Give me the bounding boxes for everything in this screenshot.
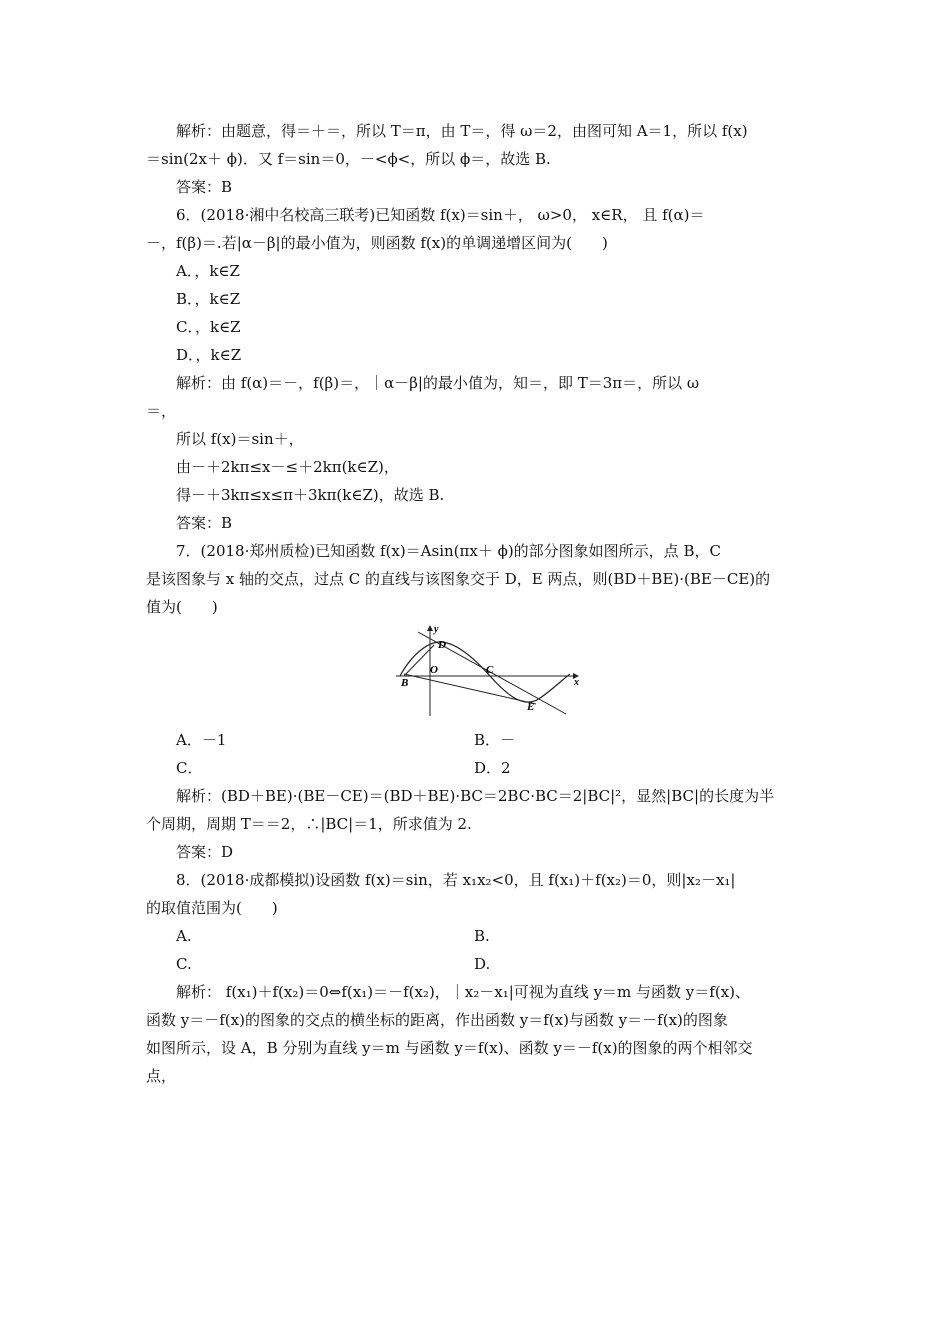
q7-stem-line-2: 是该图象与 x 轴的交点，过点 C 的直线与该图象交于 D，E 两点，则(BD＋BE)·(BE－CE)的 (146, 570, 771, 588)
q7-solution-line-2: 个周期，周期 T＝＝2，∴|BC|＝1，所求值为 2. (146, 815, 472, 833)
q8-stem-line-1: 8．(2018·成都模拟)设函数 f(x)＝sin，若 x₁x₂<0，且 f(x₁)＋f(x₂)＝0，则|x₂－x₁| (176, 871, 736, 889)
label-x: x (574, 677, 579, 688)
q6-stem-line-1: 6．(2018·湘中名校高三联考)已知函数 f(x)＝sin＋， ω>0， x∈R， 且 f(α)＝ (176, 206, 705, 224)
label-y: y (434, 624, 439, 635)
q7-option-d: D．2 (474, 759, 511, 777)
q8-option-c: C. (176, 955, 192, 973)
label-d: D (438, 639, 446, 651)
q5-solution-line-2: ＝sin(2x＋ ϕ)．又 f＝sin＝0，－<ϕ<，所以 ϕ＝，故选 B. (146, 150, 551, 168)
q7-stem-line-1: 7．(2018·郑州质检)已知函数 f(x)＝Asin(πx＋ ϕ)的部分图象如图所示，点 B，C (176, 542, 721, 560)
q8-option-d: D. (474, 955, 491, 973)
q6-option-b: B．，k∈Z (176, 290, 241, 308)
q6-option-a: A．，k∈Z (176, 262, 240, 280)
label-b: B (401, 677, 409, 689)
sine-curve (400, 642, 570, 702)
q5-answer: 答案：B (176, 178, 233, 196)
q6-option-d: D．，k∈Z (176, 346, 242, 364)
q8-option-b: B. (474, 927, 490, 945)
q6-option-c: C．，k∈Z (176, 318, 241, 336)
q6-solution-line-5: 得－＋3kπ≤x≤π＋3kπ(k∈Z)，故选 B. (176, 486, 445, 504)
q7-option-a: A．－1 (176, 731, 227, 749)
q6-solution-line-2: ＝， (146, 402, 177, 420)
q6-solution-line-1: 解析：由 f(α)＝－，f(β)＝，｜α－β|的最小值为，知＝，即 T＝3π＝，所以 ω (176, 374, 700, 392)
q7-option-b: B．－ (474, 731, 516, 749)
q7-stem-line-3: 值为( ) (146, 598, 218, 616)
label-c: C (486, 664, 494, 676)
q8-solution-line-3: 如图所示，设 A，B 分别为直线 y＝m 与函数 y＝f(x)、函数 y＝－f(x)的图象的两个相邻交 (146, 1039, 753, 1057)
q7-option-c: C． (176, 759, 203, 777)
q6-answer: 答案：B (176, 514, 233, 532)
q8-stem-line-2: 的取值范围为( ) (146, 899, 278, 917)
line-b-e (404, 674, 536, 704)
q6-solution-line-4: 由－＋2kπ≤x－≤＋2kπ(k∈Z)， (176, 458, 399, 476)
q7-graph-figure (390, 618, 590, 718)
q8-option-a: A. (176, 927, 192, 945)
q7-answer: 答案：D (176, 843, 234, 861)
q8-solution-line-4: 点， (146, 1067, 177, 1085)
q6-solution-line-3: 所以 f(x)＝sin＋， (176, 430, 304, 448)
q8-solution-line-1: 解析： f(x₁)＋f(x₂)＝0⇔f(x₁)＝－f(x₂)，｜x₂－x₁|可视为直线 y＝m 与函数 y＝f(x)、 (176, 983, 750, 1001)
q7-solution-line-1: 解析：(BD＋BE)·(BE－CE)＝(BD＋BE)·BC＝2BC·BC＝2|BC|²，显然|BC|的长度为半 (176, 787, 775, 805)
q8-solution-line-2: 函数 y＝－f(x)的图象的交点的横坐标的距离，作出函数 y＝f(x)与函数 y＝－f(x)的图象 (146, 1011, 728, 1029)
q6-stem-line-2: －，f(β)＝.若|α－β|的最小值为，则函数 f(x)的单调递增区间为( ) (146, 234, 608, 252)
label-e: E (527, 701, 535, 713)
label-o: O (430, 664, 438, 676)
q5-solution-line-1: 解析：由题意，得＝＋＝，所以 T＝π，由 T＝，得 ω＝2，由图可知 A＝1，所以 f(x) (176, 122, 748, 140)
